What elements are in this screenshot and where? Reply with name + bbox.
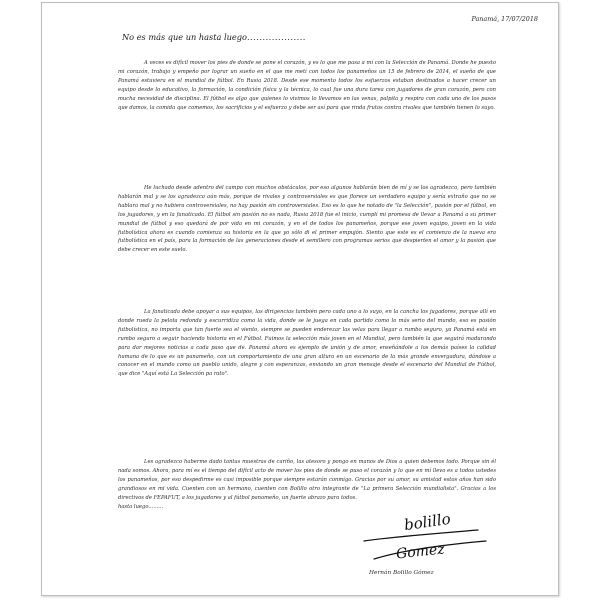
handwritten-signature bbox=[360, 501, 520, 571]
letter-date: Panamá, 17/07/2018 bbox=[471, 15, 538, 23]
letter-page bbox=[41, 2, 559, 596]
letter-title bbox=[122, 32, 306, 42]
paragraph-1: A veces es difícil mover los pies de donde se pone el corazón, y es lo que me pasa a mí con la Selección de Panamá. Donde he puesto mi corazón, trabajo y empeño por lograr un sueño en el que me metí con todos los panameños un 15 de febrero de 2014, el sueño de que Panamá estuviera en el mundial de fútbol. En Rusia 2018. Desde ese momento todos los esfuerzos estaban destinados a hacer crecer un equipo desde lo educativo, la formación, la condición física y la técnica, lo cual fue una dura tarea con jugadores de gran corazón, pero con mucha necesidad de disciplina. El fútbol es algo que quienes lo vivimos lo llevamos en las venas, palpita y respira con cada uno de los pasos que damos, la comida que comemos, los sacrificios y el esfuerzo y debe ser así para que rinda frutos contra rivales que también tienen lo suyo. bbox=[118, 60, 496, 111]
closing-line: hasta luego......... bbox=[118, 503, 164, 510]
paragraph-4: Les agradezco haberme dado tantas muestras de cariño, las atesoro y pongo en manos de Dios a quien debemos todo. Porque sin él nada somos. Ahora, para mí es el tiempo del difícil acto de mover los pies de donde se puso el corazón y lo que en mí llevo es a todos ustedes los panameños, por eso despedirme es casi imposible porque siempre estarán conmigo. Gracias por su amor, su amistad estos años han sido grandiosos en mi vida. Cuenten con un hermano, cuenten con Bolillo otro integrante de "La primera Selección mundialista". Gracias a los directivos de FEPAFUT, a los jugadores y al fútbol panameño, un fuerte abrazo para todos. bbox=[118, 459, 496, 501]
paragraph-2: He luchado desde adentro del campo con muchos obstáculos, por eso algunos hablarán bien de mí y se los agradezco, pero también hablarán mal y se los agradezco aún más, porque de rivales y controversiales es que florece un verdadero equipo y sería extraño que no se hablara mal y no hubiera controversiales, no hay pasión sin controversiales. Eso es lo que he notado de "la Selección", pasión por el fútbol, en los jugadores, y en la fanaticada. El fútbol sin pasión no es nada, Rusia 2018 fue el inicio, cumplí mi promesa de llevar a Panamá a su primer mundial de fútbol y eso quedará de por vida en mi corazón, y en el de todos los panameños, porque ese joven equipo, joven en la vida futbolística ahora es cuando comienza su historia en la que yo sólo di el primer empujón. Siento que este es el comienzo de la nueva era futbolística en el país, para la formación de las generaciones desde el semillero con programas serios que despierten el amor y la pasión que debe crecer en este suelo. bbox=[118, 185, 496, 254]
letter-title-dots: ................... bbox=[246, 32, 306, 42]
signature-line2: Gomez bbox=[395, 541, 446, 563]
signer-name: Hernán Bolillo Gómez bbox=[369, 570, 434, 576]
letter-title-text: No es más que un hasta luego bbox=[122, 32, 247, 42]
signature-line1: bolillo bbox=[402, 509, 452, 535]
paragraph-3: La fanaticada debe apoyar a sus equipos, las dirigencias también pero cada uno a lo suyo, en la cancha los jugadores, porque allí en donde rueda la pelota redonda y escurridiza como la vida, donde se le juega en cada partido como lo más serio del mundo, eso es pasión futbolística, no importa que tan fuerte sea el viento, siempre se pueden enderezar las velas para llegar a rumbo seguro, ya Panamá está en rumbo seguro a seguir haciendo historia en el Fútbol. Fuimos la selección más joven en el Mundial, pero también la que seguirá madurando para dar mejores noticias a cada paso que de. Panamá ahora es ejemplo de unión y de amor, enseñándole a los demás países la calidad humana de lo que es un panameño, con un comportamiento de una gran altura en un escenario de la más grande envergadura, dándose a conocer en el mundo como un pueblo unido, alegre y con esperanzas, enviando un gran mensaje desde el escenario del Mundial de Fútbol, que dice "Aquí está La Selección pa rato". bbox=[118, 309, 496, 378]
